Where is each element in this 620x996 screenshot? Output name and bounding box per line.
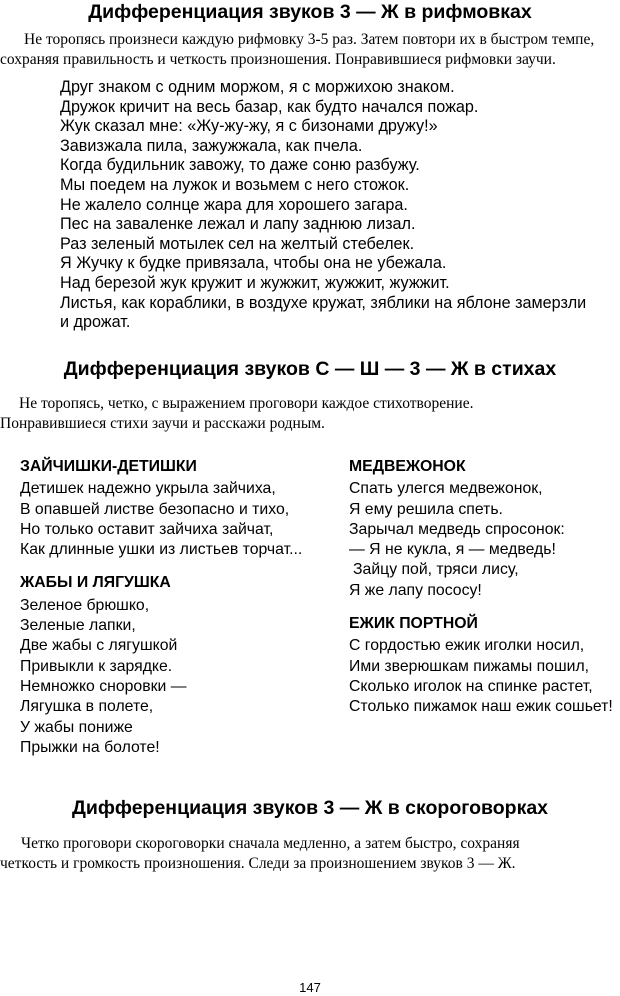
- poem-line: Зайцу пой, тряси лису,: [353, 561, 519, 579]
- rhyme-line: Пес на заваленке лежал и лапу заднюю лизал.: [60, 215, 416, 234]
- poem-line: Две жабы с лягушкой: [20, 637, 178, 655]
- poem-line: Привыкли к зарядке.: [20, 657, 173, 675]
- rhyme-line: Мы поедем на лужок и возьмем с него стожок.: [60, 175, 410, 194]
- poem-line: Детишек надежно укрыла зайчиха,: [20, 480, 276, 498]
- poem-title: МЕДВЕЖОНОК: [349, 458, 466, 475]
- section-intro-tongue-twisters: [0, 834, 520, 873]
- rhyme-line: Завизжала пила, зажужжала, как пчела.: [60, 136, 363, 155]
- rhyme-line: и дрожат.: [60, 313, 131, 332]
- intro-line: Четко проговори скороговорки сначала медленно, а затем быстро, сохраняя: [21, 835, 520, 852]
- poem-title: ЗАЙЧИШКИ-ДЕТИШКИ: [20, 458, 197, 475]
- poem-line: — Я не кукла, я — медведь!: [349, 541, 556, 559]
- poem-line: Ими зверюшкам пижамы пошил,: [349, 657, 590, 675]
- intro-line: Не торопясь, четко, с выражением проговори каждое стихотворение.: [19, 395, 474, 412]
- section-title-rhymes: Дифференциация звуков 3 — Ж в рифмовках: [88, 1, 532, 23]
- rhyme-line: Жук сказал мне: «Жу-жу-жу, я с бизонами дружу!»: [60, 117, 438, 136]
- poem-line: Немножко сноровки —: [20, 677, 187, 695]
- rhymes-list: [60, 78, 586, 333]
- intro-line: Не торопясь произнеси каждую рифмовку 3-5 раз. Затем повтори их в быстром темпе,: [24, 31, 595, 48]
- poem-line: Зарычал медведь спросонок:: [349, 520, 565, 538]
- rhyme-line: Листья, как кораблики, в воздухе кружат, зяблики на яблоне замерзли: [60, 293, 587, 312]
- poems-left-column: [20, 457, 302, 758]
- poem-line: Но только оставит зайчиха зайчат,: [20, 520, 274, 538]
- poem-line: Я же лапу пососу!: [349, 581, 482, 599]
- poem-line: Спать улегся медвежонок,: [349, 480, 543, 498]
- poem-line: Сколько иголок на спинке растет,: [349, 677, 593, 695]
- section-intro-rhymes: [0, 30, 594, 69]
- rhyme-line: Когда будильник завожу, то даже соню разбужу.: [60, 156, 420, 175]
- poem-line: Зеленые лапки,: [20, 617, 136, 635]
- rhyme-line: Друг знаком с одним моржом, я с моржихою знаком.: [60, 78, 455, 96]
- intro-line: четкость и громкость произношения. Следи за произношением звуков 3 — Ж.: [0, 854, 516, 872]
- poem-line: В опавшей листве безопасно и тихо,: [20, 500, 290, 518]
- poem-line: С гордостью ежик иголки носил,: [349, 637, 585, 655]
- rhyme-line: Я Жучку к будке привязала, чтобы она не убежала.: [60, 254, 447, 273]
- poem-title: ЖАБЫ И ЛЯГУШКА: [20, 574, 171, 592]
- rhyme-line: Раз зеленый мотылек сел на желтый стебелек.: [60, 234, 415, 253]
- poem-line: Лягушка в полете,: [20, 698, 154, 716]
- poem-title: ЕЖИК ПОРТНОЙ: [349, 615, 478, 633]
- poems-right-column: [349, 457, 613, 718]
- intro-line: Понравившиеся стихи заучи и расскажи родным.: [0, 414, 325, 432]
- poem-line: Как длинные ушки из листьев торчат...: [20, 541, 303, 559]
- poem-line: Прыжки на болоте!: [20, 738, 160, 756]
- poem-line: У жабы пониже: [20, 718, 133, 736]
- rhyme-line: Над березой жук кружит и жужжит, жужжит, жужжит.: [60, 273, 450, 292]
- rhyme-line: Не жалело солнце жара для хорошего загара.: [60, 195, 408, 214]
- rhyme-line: Дружок кричит на весь базар, как будто начался пожар.: [60, 97, 479, 116]
- section-title-poems: Дифференциация звуков С — Ш — 3 — Ж в стихах: [63, 358, 557, 380]
- page-number: 147: [299, 980, 321, 995]
- section-title-tongue-twisters: Дифференциация звуков 3 — Ж в скороговорках: [71, 797, 549, 819]
- poem-line: Я ему решила спеть.: [349, 500, 503, 518]
- poem-line: Зеленое брюшко,: [20, 596, 150, 614]
- section-intro-poems: [0, 394, 473, 433]
- poem-line: Столько пижамок наш ежик сошьет!: [349, 698, 613, 716]
- intro-line: сохраняя правильность и четкость произношения. Понравившиеся рифмовки заучи.: [0, 50, 556, 68]
